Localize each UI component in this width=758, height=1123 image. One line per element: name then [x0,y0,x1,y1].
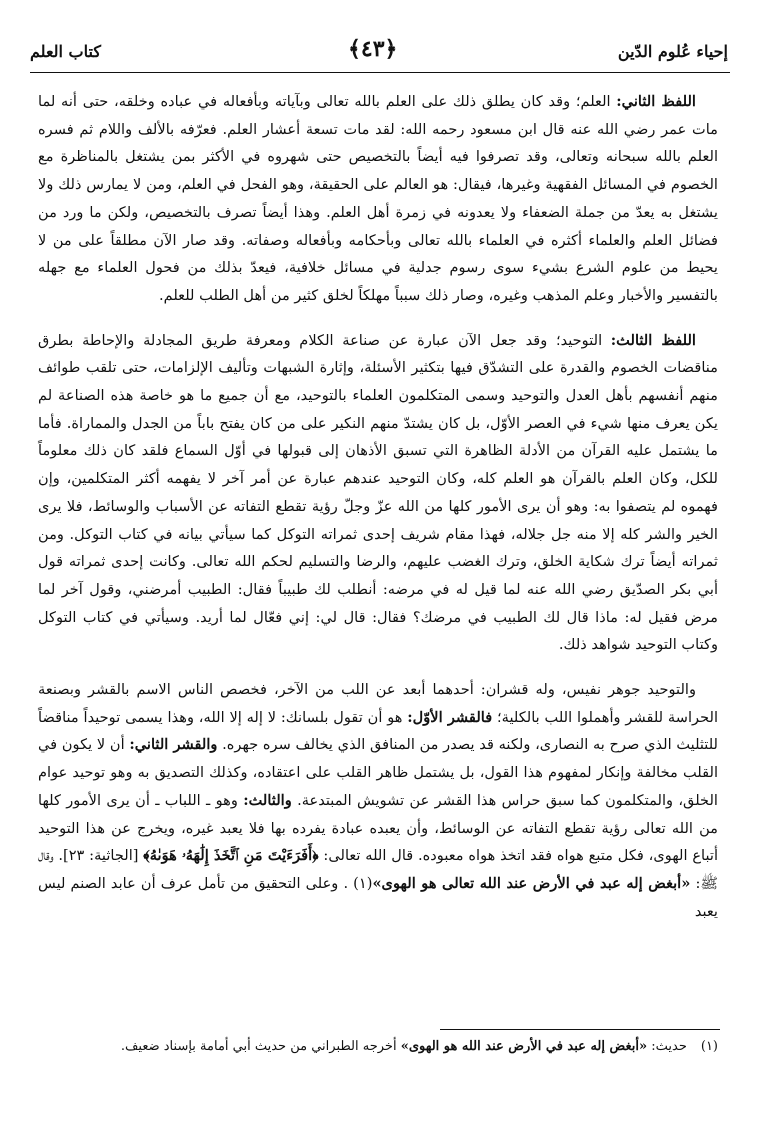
page-number: ﴿٤٣﴾ [348,36,398,62]
hadith-quote: «أبغض إله عبد في الأرض عند الله تعالى هو الهوى» [372,874,691,892]
section-title: كتاب العلم [30,42,101,61]
book-title: إحياء عُلوم الدّين [617,42,728,61]
footnote-number: (١) [700,1039,718,1054]
first-husk-label: فالقشر الأوّل: [407,708,493,726]
text-run: وهو ـ اللباب ـ أن يرى الأمور كلها من الله تعالى رؤية تقطع التفاته عن الوسائط، وأن يعبده عبادة يفرده بها فلا يعبد غيره، ويخرج عن هذا التوحيد أتباع الهوى، فكل متبع هواه فقد اتخذ هواه معبوده. قال الله تعالى: [38,791,719,865]
text-run: (١) . وعلى التحقيق من تأمل عرف أن عابد الصنم ليس يعبد [38,874,718,920]
paragraph-tawhid-husks [38,676,718,925]
third-label: والثالث: [243,791,292,809]
text-run: أن لا يكون في القلب مخالفة وإنكار لمفهوم هذا القول، بل يشتمل ظاهر القلب على اعتقاده، وكذلك التصديق به وهو توحيد عوام الخلق، والمتكلمون كما سبق حراس هذا القشر عن تشويش المبتدعة. [38,736,718,809]
footnote-divider [440,1029,720,1030]
paragraph-third-term [38,327,718,659]
term-label: اللفظ الثالث: [610,331,696,349]
paragraph-second-term [38,88,718,310]
page-header [30,36,730,74]
footnote-text: أخرجه الطبراني من حديث أبي أمامة بإسناد ضعيف. [120,1039,401,1054]
footnote-quote: «أبغض إله عبد في الأرض عند الله هو الهوى» [400,1039,648,1054]
text-run: [الجاثية: ٢٣]. وقال ﷺ: [38,847,718,892]
text-run: والتوحيد جوهر نفيس، وله قشران: أحدهما أبعد عن اللب من الآخر، فخصص الناس الاسم بالقشر وبصنعة الحراسة للقشر وأهملوا اللب بالكلية؛ [38,681,718,726]
paragraph-text: التوحيد؛ وقد جعل الآن عبارة عن صناعة الكلام ومعرفة طريق المجادلة والإحاطة بطرق مناقضات الخصوم والقدرة على التشدّق فيها بتكثير الأسئلة، وإثارة الشبهات وتأليف الإلزامات، حتى تلقب طوائف منهم أنفسهم بأهل العدل والتوحيد وسمى المتكلمون العلماء بالتوحيد، مع أن جميع ما هو خاصة هذه الصناعة لم يكن يعرف منها شيء في العصر الأوّل، بل كان يشتدّ منهم النكير على من كان يفتح باباً من الجدل والمماراة. فأما ما يشتمل عليه القرآن من الأدلة الظاهرة التي تسبق الأذهان إلى قبولها في أوّل السماع فلقد كان ذلك معلوماً للكل، وكان العلم بالقرآن هو العلم كله، وكان التوحيد عندهم عبارة عن أمر آخر لا يفهمه أكثر المتكلمين، وإن فهموه لم يتصفوا به: وهو أن يرى الأمور كلها من الله عزّ وجلّ رؤية تقطع التفاته عن الأسباب والوسائط، فلا يرى الخير والشر كله إلا منه جل جلاله، فهذا مقام شريف إحدى ثمراته التوكل كما سيأتي بيانه في كتاب التوكل. ومن ثمراته أيضاً ترك شكاية الخلق، وترك الغضب عليهم، والرضا والتسليم لحكم الله تعالى. وكانت إحدى ثمراته قول أبي بكر الصدّيق رضي الله عنه لما قيل له في مرضه: أنطلب لك طبيباً فقال: الطبيب أمرضني، وقول آخر لما مرض فقيل له: ماذا قال لك الطبيب في مرضك؟ فقال: قال لي: إني فعّال لما أريد. وسيأتي في كتاب التوكل وكتاب التوحيد شواهد ذلك. [38,331,718,654]
main-text [38,88,718,942]
quran-quote: ﴿أَفَرَءَيْتَ مَنِ ٱتَّخَذَ إِلَٰهَهُۥ هَوَىٰهُ﴾ [143,847,319,865]
footnote-lead: حديث: [647,1039,687,1054]
second-husk-label: والقشر الثاني: [129,736,218,754]
term-label: اللفظ الثاني: [616,93,696,110]
header-divider [30,72,730,73]
text-run: هو أن تقول بلسانك: لا إله إلا الله، وهذا يسمى توحيداً مناقضاً للتثليث الذي صرح به النصارى، ولكنه قد يصدر من المنافق الذي يخالف سره جهره. [38,708,718,754]
paragraph-text: العلم؛ وقد كان يطلق ذلك على العلم بالله تعالى وبآياته وبأفعاله في عباده وخلقه، حتى أنه لما مات عمر رضي الله عنه قال ابن مسعود رحمه الله: لقد مات تسعة أعشار العلم. فعرّفه بالألف واللام ثم فسره العلم بالله سبحانه وتعالى، وقد تصرفوا فيه أيضاً بالتخصيص حتى شهروه في الأكثر بمن يشتغل بالمناظرة مع الخصوم في المسائل الفقهية وغيرها، فيقال: هو العالم على الحقيقة، وهو الفحل في العلم، ومن لا يمارس ذلك ولا يشتغل به يعدّ من جملة الضعفاء ولا يعدونه في زمرة أهل العلم. وهذا أيضاً تصرف بالتخصيص، ولكن ما ورد من فضائل العلم والعلماء أكثره في العلماء بالله تعالى وبأحكامه وبأفعاله وصفاته. وقد صار الآن مطلقاً على من لا يحيط من علوم الشرع بشيء سوى رسوم جدلية في مسائل خلافية، فيعدّ بذلك من فحول العلماء مع جهله بالتفسير والأخبار وعلم المذهب وغيره، وصار ذلك سبباً مهلكاً لخلق كثير من أهل الطلب للعلم. [38,93,718,304]
footnote [60,1036,718,1058]
